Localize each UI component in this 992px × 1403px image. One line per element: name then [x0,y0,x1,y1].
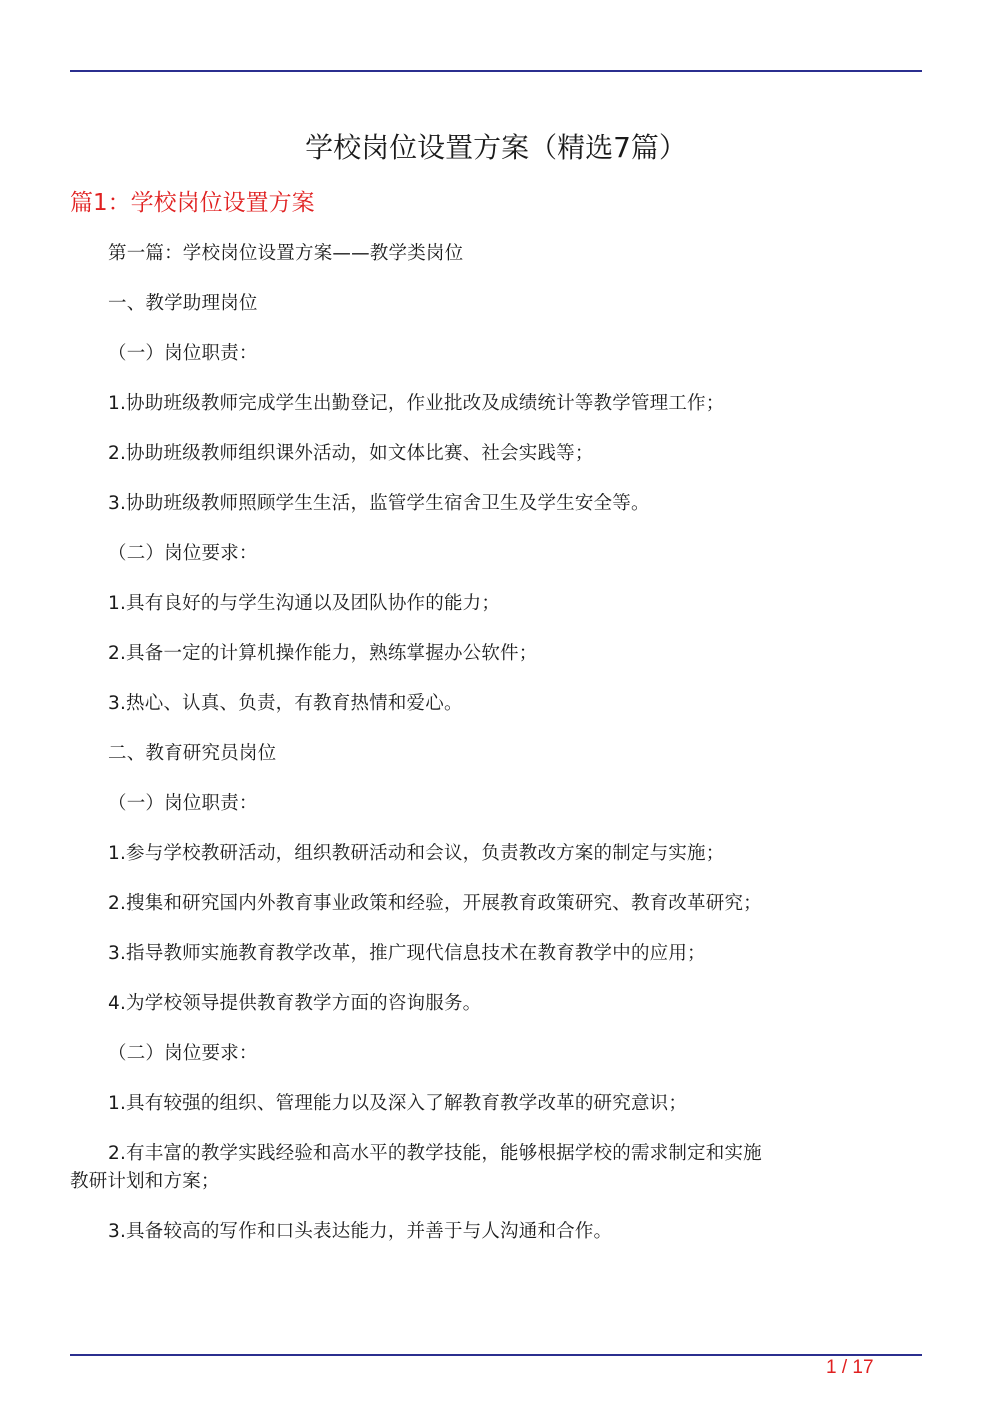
paragraph: 2.协助班级教师组织课外活动，如文体比赛、社会实践等； [108,443,594,464]
paragraph: 4.为学校领导提供教育教学方面的咨询服务。 [108,993,482,1014]
document-title: 学校岗位设置方案（精选7篇） [305,131,687,164]
section-heading: 篇1：学校岗位设置方案 [70,190,315,216]
paragraph: 3.热心、认真、负责，有教育热情和爱心。 [108,693,463,714]
paragraph: （二）岗位要求： [108,543,258,564]
page-indicator: 1 / 17 [826,1357,874,1378]
paragraph: 3.协助班级教师照顾学生生活，监管学生宿舍卫生及学生安全等。 [108,493,650,514]
paragraph: 3.具备较高的写作和口头表达能力，并善于与人沟通和合作。 [108,1221,613,1242]
paragraph: （一）岗位职责： [108,343,258,364]
paragraph: 1.具有较强的组织、管理能力以及深入了解教育教学改革的研究意识； [108,1093,688,1114]
paragraph: 第一篇：学校岗位设置方案——教学类岗位 [108,243,464,264]
paragraph: 2.有丰富的教学实践经验和高水平的教学技能，能够根据学校的需求制定和实施教研计划和方案； [70,1143,762,1192]
paragraph: （一）岗位职责： [108,793,258,814]
paragraph: 2.具备一定的计算机操作能力，熟练掌握办公软件； [108,643,538,664]
paragraph: 1.协助班级教师完成学生出勤登记，作业批改及成绩统计等教学管理工作； [108,393,725,414]
paragraph: 二、教育研究员岗位 [108,743,277,764]
paragraph: 一、教学助理岗位 [108,293,258,314]
paragraph: 3.指导教师实施教育教学改革，推广现代信息技术在教育教学中的应用； [108,943,706,964]
footer-rule [70,1354,922,1356]
paragraph: 2.搜集和研究国内外教育事业政策和经验，开展教育政策研究、教育改革研究； [108,893,762,914]
paragraph: 1.具有良好的与学生沟通以及团队协作的能力； [108,593,501,614]
paragraph: （二）岗位要求： [108,1043,258,1064]
header-rule [70,70,922,72]
paragraph: 1.参与学校教研活动，组织教研活动和会议，负责教改方案的制定与实施； [108,843,725,864]
document-body [70,240,770,1268]
